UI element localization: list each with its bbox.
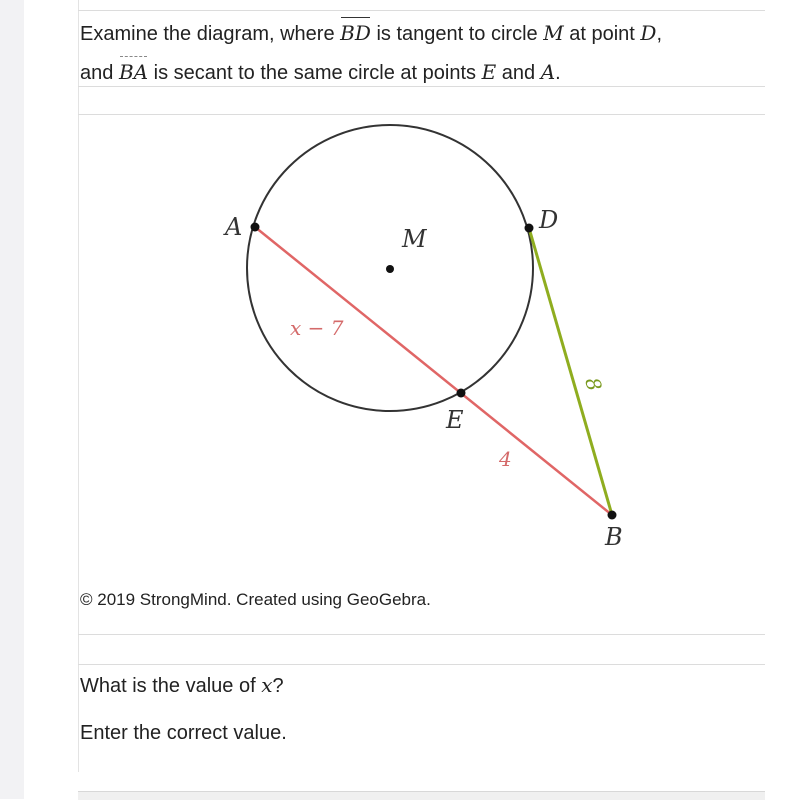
question xyxy=(80,673,284,698)
prompt-circle-name: M xyxy=(543,21,564,45)
label-segment-ae: x − 7 xyxy=(290,316,344,340)
prompt-point-d: D xyxy=(640,21,657,45)
label-a: A xyxy=(225,213,243,241)
prompt-point-a: A xyxy=(540,60,556,84)
label-segment-bd: 8 xyxy=(580,374,607,394)
label-segment-eb: 4 xyxy=(499,447,512,471)
prompt-comma: , xyxy=(656,23,663,45)
center-point-m xyxy=(386,265,394,273)
prompt-period: . xyxy=(555,62,561,84)
prompt-at-point: at point xyxy=(569,23,635,45)
credit-divider xyxy=(78,634,765,635)
point-a xyxy=(251,223,260,232)
prompt-secant-phrase: is secant to the same circle at points xyxy=(153,62,477,84)
label-d: D xyxy=(539,206,559,234)
secant-line-ba xyxy=(255,227,612,515)
label-m: M xyxy=(402,225,427,253)
prompt-and-2: and xyxy=(501,62,536,84)
tangent-segment-bd xyxy=(529,228,612,515)
copyright-credit: © 2019 StrongMind. Created using GeoGebra. xyxy=(80,590,431,609)
question-mark: ? xyxy=(272,675,284,697)
segment-bd: BD xyxy=(340,14,371,52)
question-text: What is the value of xyxy=(80,675,256,697)
question-variable: x xyxy=(261,673,273,697)
label-b: B xyxy=(605,523,623,551)
instruction-text: Enter the correct value. xyxy=(80,722,287,744)
point-d xyxy=(525,224,534,233)
point-e xyxy=(457,389,466,398)
prompt-intro: Examine the diagram, where xyxy=(80,23,335,45)
point-b xyxy=(608,511,617,520)
prompt-point-e: E xyxy=(481,60,497,84)
prompt-and: and xyxy=(80,62,114,84)
label-e: E xyxy=(446,406,464,434)
line-ba: BA xyxy=(119,53,148,91)
question-top-divider xyxy=(78,664,765,665)
prompt-tangent-phrase: is tangent to circle xyxy=(376,23,538,45)
